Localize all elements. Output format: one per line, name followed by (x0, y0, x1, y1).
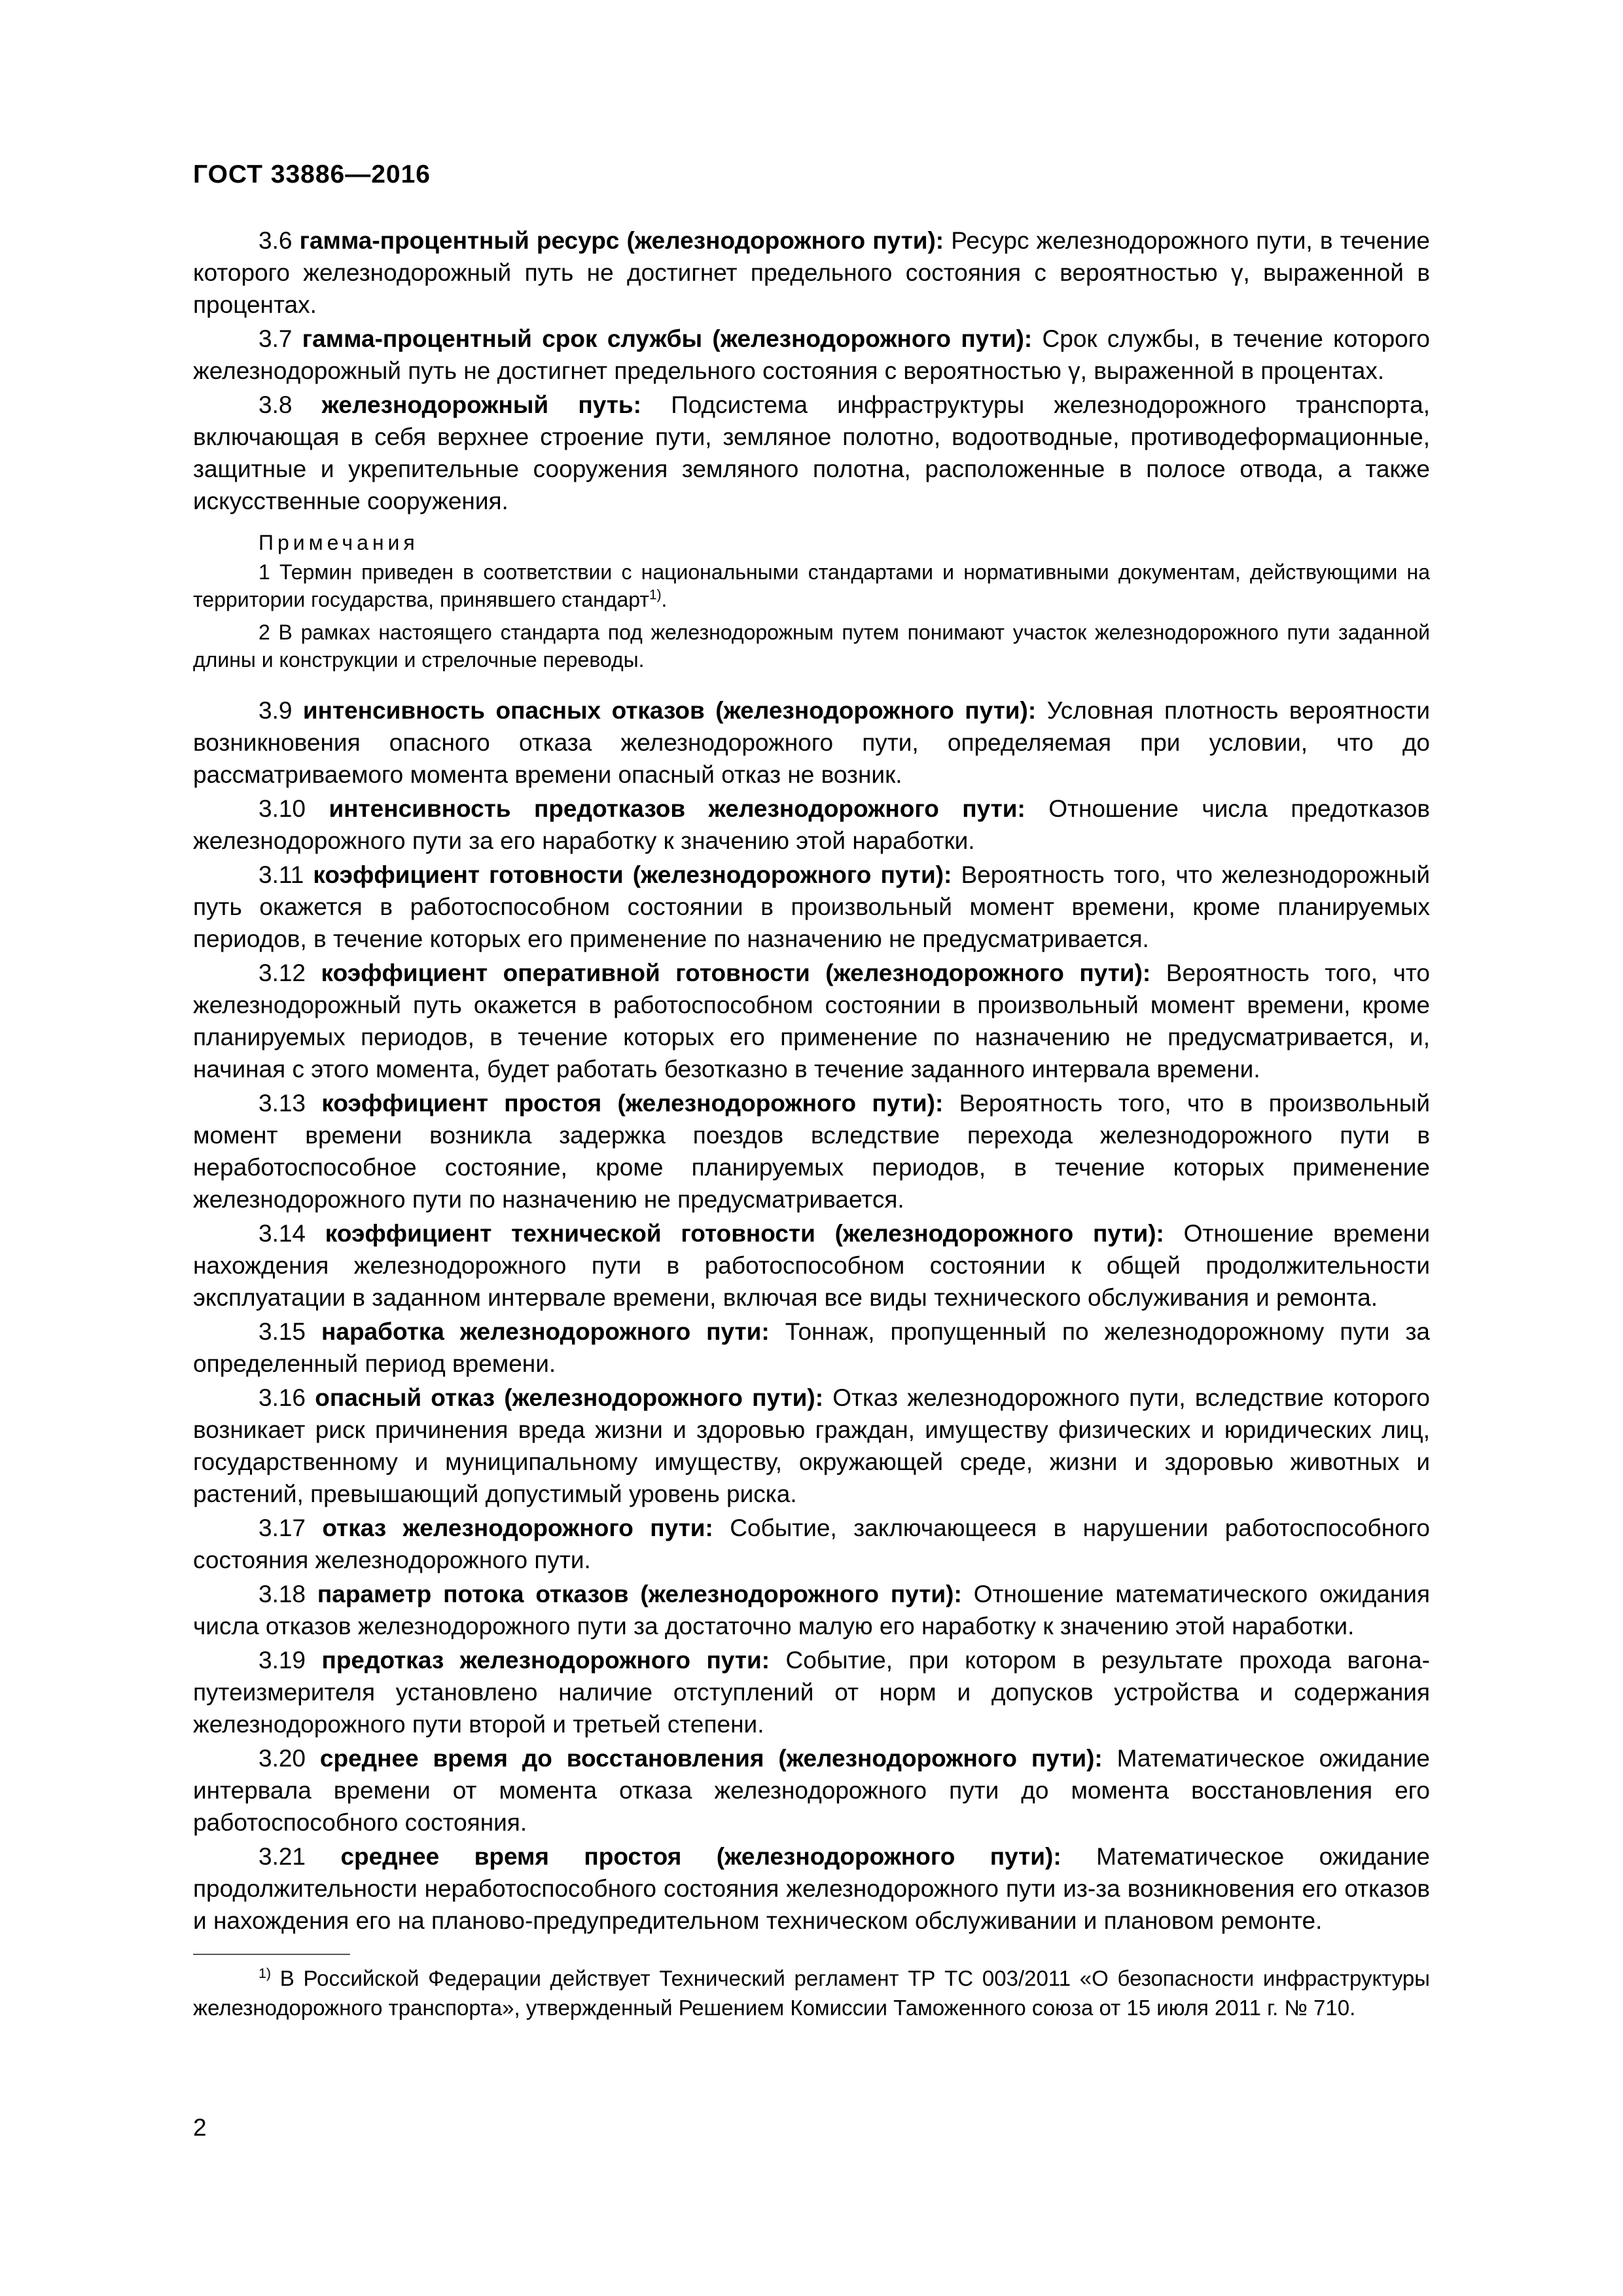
notes-block (193, 529, 1430, 673)
entry-definition: Событие, при котором в результате прохода вагона-путеизмерителя установлено наличие отступлений от норм и допусков устройства и содержания железнодорожного пути второй и третьей степени. (193, 1647, 1430, 1738)
entry-definition: Срок службы, в течение которого железнодорожный путь не достигнет предельного состояния с вероятностью γ, выраженной в процентах. (193, 325, 1431, 384)
entry-number: 3.17 (259, 1515, 306, 1541)
entry-definition: Математическое ожидание продолжительности неработоспособного состояния железнодорожного пути из-за возникновения его отказов и нахождения его на планово-предупредительном техническом обслуживании и плановом ремонте. (193, 1843, 1431, 1934)
document-body (193, 224, 1430, 1939)
entry-term: коэффициент оперативной готовности (железнодорожного пути): (321, 960, 1151, 986)
term-entry (193, 793, 1430, 857)
term-entry (193, 1742, 1430, 1839)
entry-number: 3.6 (259, 227, 293, 254)
entry-number: 3.9 (259, 697, 293, 724)
term-entry (193, 1382, 1430, 1510)
term-entry (193, 1316, 1430, 1380)
notes-title: Примечания (259, 531, 419, 554)
entry-number: 3.10 (259, 795, 306, 822)
entry-definition: Математическое ожидание интервала времени от момента отказа железнодорожного пути до момента восстановления его работоспособного состояния. (193, 1745, 1431, 1836)
entry-number: 3.7 (259, 325, 293, 352)
entry-definition: Отношение числа предотказов железнодорожного пути за его наработку к значению этой наработки. (193, 795, 1430, 854)
entry-definition: Вероятность того, что железнодорожный путь окажется в работоспособном состоянии в произвольный момент времени, кроме планируемых периодов, в течение которых его применение по назначению не предусматривается, и, начиная с этого момента, будет работать безотказно в течение заданного интервала времени. (193, 960, 1430, 1083)
entry-definition: Отказ железнодорожного пути, вследствие которого возникает риск причинения вреда жизни и здоровью граждан, имуществу физических и юридических лиц, государственному и муниципальному имуществу, окружающей среде, жизни и здоровью животных и растений, превышающий допустимый уровень риска. (193, 1384, 1431, 1507)
entry-number: 3.14 (259, 1220, 306, 1247)
term-entry (193, 224, 1430, 321)
note-1 (193, 558, 1430, 613)
entry-number: 3.20 (259, 1745, 306, 1772)
term-entry (193, 323, 1430, 387)
term-entry (193, 1578, 1430, 1642)
footnote-marker: 1) (259, 1965, 272, 1981)
note-1-end: . (661, 588, 668, 611)
page-number: 2 (193, 2114, 207, 2141)
entry-number: 3.8 (259, 391, 293, 418)
entry-definition: Условная плотность вероятности возникновения опасного отказа железнодорожного пути, определяемая при условии, что до рассматриваемого момента времени опасный отказ не возник. (193, 697, 1431, 788)
entry-number: 3.21 (259, 1843, 306, 1870)
entry-definition: Отношение времени нахождения железнодорожного пути в работоспособном состоянии к общей продолжительности эксплуатации в заданном интервале времени, включая все виды технического обслуживания и ремонта. (193, 1220, 1431, 1311)
entry-term: опасный отказ (железнодорожного пути): (315, 1384, 824, 1411)
term-entry (193, 1512, 1430, 1576)
entry-term: коэффициент готовности (железнодорожного пути): (313, 861, 952, 888)
entry-definition: Подсистема инфраструктуры железнодорожного транспорта, включающая в себя верхнее строение пути, земляное полотно, водоотводные, противодеформационные, защитные и укрепительные сооружения земляного полотна, расположенные в полосе отвода, а также искусственные сооружения. (193, 391, 1431, 514)
footnote-ref: 1) (649, 587, 662, 603)
entry-term: отказ железнодорожного пути: (322, 1515, 713, 1541)
entry-number: 3.15 (259, 1318, 306, 1345)
term-entry (193, 1217, 1430, 1314)
entry-definition: Отношение математического ожидания числа отказов железнодорожного пути за достаточно малую его наработку к значению этой наработки. (193, 1581, 1430, 1640)
note-1-text: 1 Термин приведен в соответствии с национальными стандартами и нормативными документам, действующими на территории государства, принявшего стандарт (193, 560, 1430, 611)
entry-number: 3.19 (259, 1647, 306, 1674)
term-entry (193, 1840, 1430, 1937)
entry-term: среднее время до восстановления (железнодорожного пути): (319, 1745, 1103, 1772)
footnote-text: В Российской Федерации действует Технический регламент ТР ТС 003/2011 «О безопасности инфраструктуры железнодорожного транспорта», утвержденный Решением Комиссии Таможенного союза от 15 июля 2011 г. № 710. (193, 1966, 1430, 2020)
entry-number: 3.13 (259, 1090, 306, 1117)
entry-number: 3.11 (259, 861, 304, 888)
term-entry (193, 389, 1430, 517)
term-entry (193, 957, 1430, 1085)
entry-term: среднее время простоя (железнодорожного пути): (340, 1843, 1061, 1870)
entry-term: интенсивность предотказов железнодорожного пути: (329, 795, 1026, 822)
document-header: ГОСТ 33886—2016 (193, 160, 431, 188)
entry-term: коэффициент технической готовности (железнодорожного пути): (325, 1220, 1164, 1247)
entry-term: гамма-процентный срок службы (железнодорожного пути): (302, 325, 1033, 352)
entry-definition: Вероятность того, что в произвольный момент времени возникла задержка поездов вследствие перехода железнодорожного пути в неработоспособное состояние, кроме планируемых периодов, в течение которых применение железнодорожного пути по назначению не предусматривается. (193, 1090, 1431, 1213)
term-entry (193, 859, 1430, 955)
entry-number: 3.18 (259, 1581, 306, 1607)
entry-term: интенсивность опасных отказов (железнодорожного пути): (302, 697, 1037, 724)
entry-term: параметр потока отказов (железнодорожного пути): (317, 1581, 962, 1607)
entry-definition: Вероятность того, что железнодорожный путь окажется в работоспособном состоянии в произвольный момент времени, кроме планируемых периодов, в течение которых его применение по назначению не предусматривается. (193, 861, 1430, 952)
entry-term: железнодорожный путь: (321, 391, 641, 418)
term-entry (193, 694, 1430, 791)
entry-definition: Событие, заключающееся в нарушении работоспособного состояния железнодорожного пути. (193, 1515, 1431, 1573)
entry-number: 3.16 (259, 1384, 306, 1411)
entry-term: предотказ железнодорожного пути: (321, 1647, 770, 1674)
term-entry (193, 1644, 1430, 1740)
footnote (193, 1964, 1430, 2022)
entry-term: коэффициент простоя (железнодорожного пути): (321, 1090, 944, 1117)
entry-term: гамма-процентный ресурс (железнодорожного пути): (299, 227, 944, 254)
note-2: 2 В рамках настоящего стандарта под железнодорожным путем понимают участок железнодорожного пути заданной длины и конструкции и стрелочные переводы. (193, 620, 1430, 672)
footnote-separator (193, 1954, 350, 1955)
entry-definition: Тоннаж, пропущенный по железнодорожному пути за определенный период времени. (193, 1318, 1430, 1377)
entry-number: 3.12 (259, 960, 306, 986)
entry-term: наработка железнодорожного пути: (321, 1318, 770, 1345)
entry-definition: Ресурс железнодорожного пути, в течение которого железнодорожный путь не достигнет предельного состояния с вероятностью γ, выраженной в процентах. (193, 227, 1431, 318)
term-entry (193, 1087, 1430, 1215)
